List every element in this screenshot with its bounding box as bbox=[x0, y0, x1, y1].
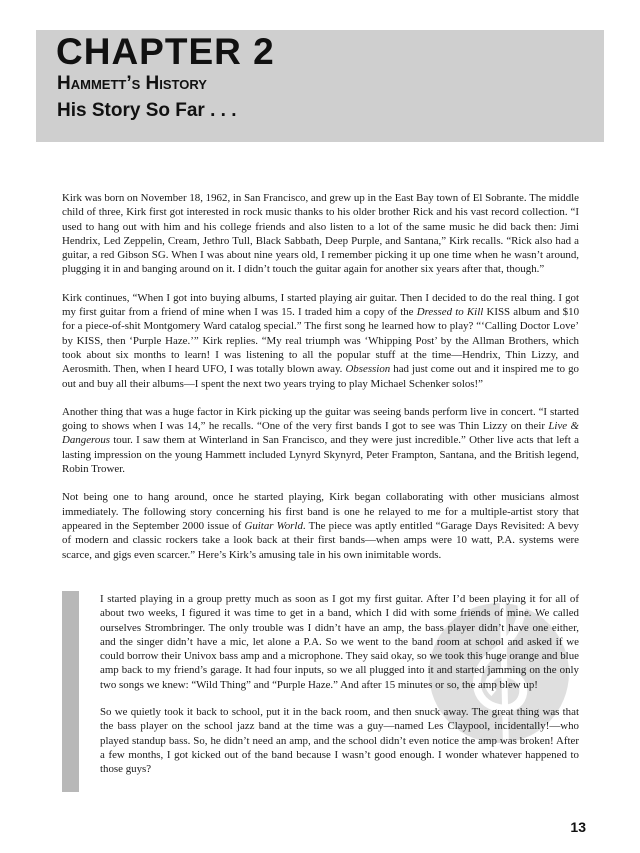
italic-title: Dressed to Kill bbox=[416, 306, 484, 319]
quote-paragraph: So we quietly took it back to school, put it in the back room, and then snuck away. The great thing was that the bass player on the school jazz band at the time was a guy—named Les Claypool, incidentally!—who played standup bass. So, he didn’t need an amp, and the school didn’t even notice the amp was broken! After a few months, I got kicked out of the band because I wasn’t good enough. I wonder whatever happened to those guys? bbox=[100, 706, 579, 776]
italic-title: Live & Dangerous bbox=[62, 420, 579, 447]
body-paragraph bbox=[62, 490, 579, 561]
body-paragraph bbox=[62, 291, 579, 391]
text-run: tour. I saw them at Winterland in San Francisco, and they were just incredible.” Other live acts that left a lasting impression on the young Hammett included Lynyrd Skynyrd, Peter Frampton, Santana, and the British legend, Robin Trower. bbox=[62, 434, 579, 476]
body-text bbox=[62, 191, 579, 576]
chapter-number-title: CHAPTER 2 bbox=[56, 31, 275, 72]
text-run: Kirk was born on November 18, 1962, in San Francisco, and grew up in the East Bay town of El Sobrante. The middle child of three, Kirk first got interested in rock music thanks to his older brother Rick and his vast record collection. “I used to hang out with him and his college friends and also listen to a lot of the same music he did back then: Jimi Hendrix, Led Zeppelin, Cream, Jethro Tull, Black Sabbath, Deep Purple, and Santana,” Kirk recalls. “Rick also had a guitar, a red Gibson SG. When I was about nine years old, I remember picking it up one time when he wasn’t around, plugging it in and banging around on it. I didn’t touch the guitar again for another six years after that, though.” bbox=[62, 192, 580, 276]
text-run: Another thing that was a huge factor in Kirk picking up the guitar was seeing bands perform live in concert. “I started going to shows when I was 14,” he recalls. “One of the very first bands I got to see was Thin Lizzy on their bbox=[62, 405, 579, 433]
page-number: 13 bbox=[570, 819, 586, 835]
chapter-tagline: His Story So Far . . . bbox=[57, 100, 237, 121]
quote-paragraph: I started playing in a group pretty much as soon as I got my first guitar. After I’d been playing it for all of about two weeks, I figured it was time to get in a band, which I did with some friends of mine. We called ourselves Strombringer. The only trouble was I didn’t have an amp, the bass player didn’t have one either, and the singer didn’t have a mic, let alone a P.A. So we went to the band room at school and asked if we could borrow their Univox bass amp and a microphone. They said okay, so we took this huge orange and blue amp back to my friend’s garage. It had four inputs, so we all plugged into it and started jamming on the only two songs we knew: “Wild Thing” and “Purple Haze.” And after 15 minutes or so, the amp blew up! bbox=[100, 593, 579, 691]
pull-quote-bar bbox=[62, 591, 79, 792]
chapter-title: Hammett’s History bbox=[57, 73, 207, 94]
text-run: Kirk continues, “When I got into buying albums, I started playing air guitar. Then I decided to do the real thing. I got my first guitar from a friend of mine when I was 15. I traded him a copy of the bbox=[62, 291, 579, 319]
text-run: . The piece was aptly entitled “Garage Days Revisited: A bevy of modern and classic rockers take a look back at their first bands—when amps were 10 watt, P.A. systems were scarce, and gigs even scarcer.” Here’s Kirk’s amusing tale in his own inimitable words. bbox=[62, 519, 579, 561]
italic-title: Obsession bbox=[345, 363, 391, 376]
text-run: KISS album and $10 for a piece-of-shit Montgomery Ward catalog special.” The first song he learned how to play? “‘Calling Doctor Love’ by KISS, then ‘Purple Haze.’” Kirk replies. “My real triumph was ‘Whipping Post’ by the Allman Brothers, which took about six months to learn! I was listening to all the popular stuff at the time—Hendrix, Thin Lizzy, and Aerosmith. Then, when I heard UFO, I was totally blown away. bbox=[62, 306, 580, 376]
body-paragraph bbox=[62, 405, 579, 476]
text-run: Not being one to hang around, once he started playing, Kirk began collaborating with other musicians almost immediately. The following story concerning his first band is one he relayed to me for a multiple-artist story that appeared in the September 2000 issue of bbox=[62, 491, 579, 532]
italic-title: Guitar World bbox=[244, 519, 303, 532]
text-run: had just come out and it inspired me to go out and buy all their albums—I spent the next two years trying to play Michael Schenker solos!” bbox=[62, 363, 579, 390]
body-paragraph bbox=[62, 191, 579, 277]
pull-quote bbox=[100, 592, 579, 790]
